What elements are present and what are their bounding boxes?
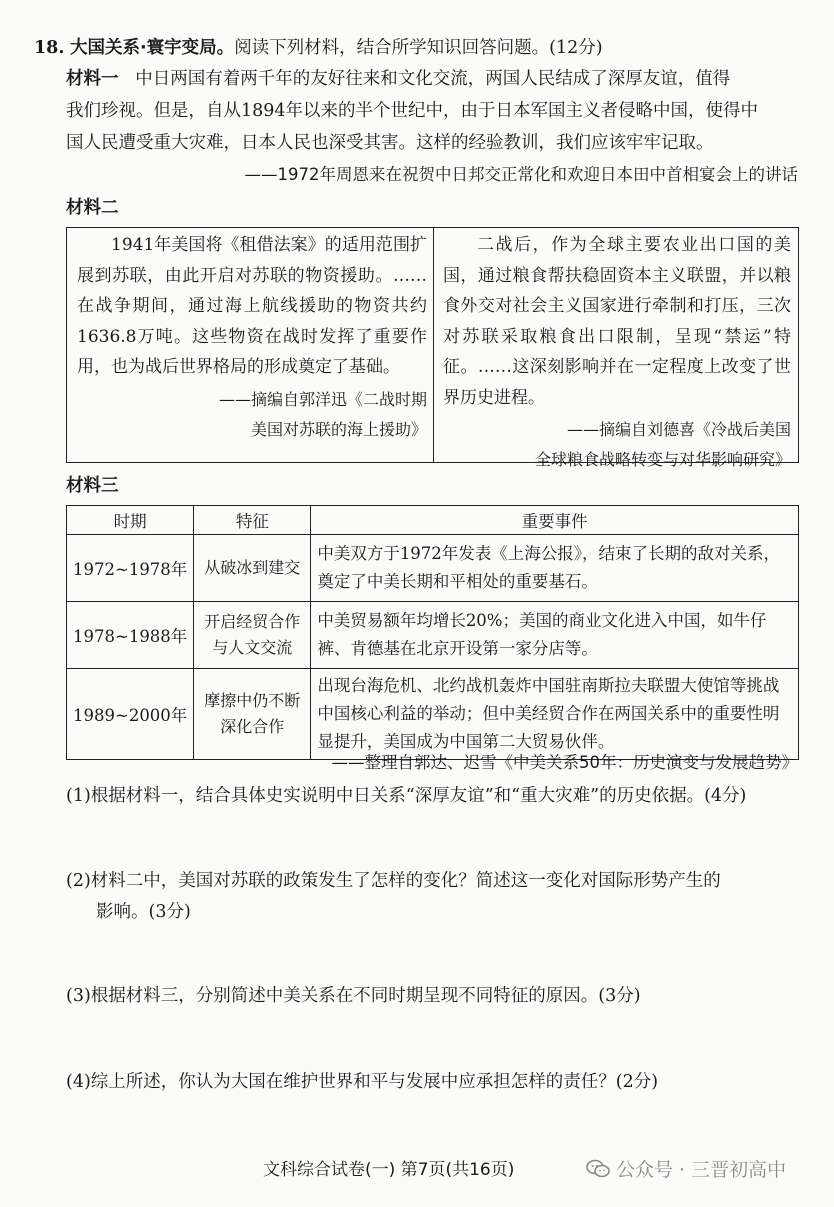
material1-line2: 我们珍视。但是，自从1894年以来的半个世纪中，由于日本军国主义者侵略中国，使得中 <box>66 101 759 121</box>
material3-source: ——整理自郭达、迟雪《中美关系50年：历史演变与发展趋势》 <box>331 753 798 772</box>
material3-table <box>66 505 799 760</box>
row-feature: 从破冰到建交 <box>194 535 311 602</box>
table-row <box>67 535 799 602</box>
material2-right-source-1: ——摘编自刘德喜《冷战后美国 <box>566 420 791 439</box>
row-events: 出现台海危机、北约战机轰炸中国驻南斯拉夫联盟大使馆等挑战中国核心利益的举动；但中美经贸合作在两国关系中的重要性明显提升，美国成为中国第二大贸易伙伴。 <box>311 669 799 760</box>
material2-label: 材料二 <box>66 198 119 218</box>
material1-source: ——1972年周恩来在祝贺中日邦交正常化和欢迎日本田中首相宴会上的讲话 <box>244 165 798 184</box>
subquestion-2-line2: 影响。(3分) <box>96 902 191 922</box>
subquestion-2-line1: (2)材料二中，美国对苏联的政策发生了怎样的变化？简述这一变化对国际形势产生的 <box>66 871 721 891</box>
subquestion-1: (1)根据材料一，结合具体史实说明中日关系“深厚友谊”和“重大灾难”的历史依据。(4分) <box>66 786 747 806</box>
row-events: 中美贸易额年均增长20%；美国的商业文化进入中国，如牛仔裤、肯德基在北京开设第一家分店等。 <box>311 602 799 669</box>
material1-line1: 材料一 中日两国有着两千年的友好往来和文化交流，两国人民结成了深厚友谊，值得 <box>66 69 731 89</box>
material3-label: 材料三 <box>66 476 119 496</box>
material2-right-text: 二战后，作为全球主要农业出口国的美国，通过粮食帮扶稳固资本主义联盟，并以粮食外交对社会主义国家进行牵制和打压，三次对苏联采取粮食出口限制，呈现“禁运”特征。……这深刻影响并在一定程度上改变了世界历史进程。 <box>443 235 791 408</box>
question-instruction: 阅读下列材料，结合所学知识回答问题。(12分) <box>234 38 603 58</box>
subquestion-3: (3)根据材料三，分别简述中美关系在不同时期呈现不同特征的原因。(3分) <box>66 986 641 1006</box>
header-events: 重要事件 <box>311 506 799 535</box>
material2-left-cell <box>77 230 427 445</box>
row-period: 1989~2000年 <box>67 669 194 760</box>
table-row <box>67 669 799 760</box>
material2-left-text: 1941年美国将《租借法案》的适用范围扩展到苏联，由此开启对苏联的物资援助。……在战争期间，通过海上航线援助的物资共约1636.8万吨。这些物资在战时发挥了重要作用，也为战后世界格局的形成奠定了基础。 <box>77 235 427 377</box>
material2-left-source-2: 美国对苏联的海上援助》 <box>250 419 427 439</box>
material2-left-source-1: ——摘编自郭洋迅《二战时期 <box>218 389 427 409</box>
row-events: 中美双方于1972年发表《上海公报》，结束了长期的敌对关系，奠定了中美长期和平相处的重要基石。 <box>311 535 799 602</box>
wechat-icon <box>586 1158 610 1180</box>
subquestion-4: (4)综上所述，你认为大国在维护世界和平与发展中应承担怎样的责任？(2分) <box>66 1072 659 1092</box>
table-row <box>67 602 799 669</box>
table-header-row <box>67 506 799 535</box>
row-period: 1978~1988年 <box>67 602 194 669</box>
row-feature: 开启经贸合作与人文交流 <box>194 602 311 669</box>
page-footer: 文科综合试卷(一) 第7页(共16页) <box>263 1160 515 1180</box>
material2-right-cell <box>443 230 791 475</box>
material2-divider <box>433 228 434 462</box>
material2-right-source-2: 全球粮食战略转变与对华影响研究》 <box>534 450 791 469</box>
row-period: 1972~1978年 <box>67 535 194 602</box>
material2-box <box>66 227 799 469</box>
question-title <box>34 33 603 63</box>
row-feature: 摩擦中仍不断深化合作 <box>194 669 311 760</box>
question-heading: 大国关系·寰宇变局。 <box>70 38 235 58</box>
material1-line3: 国人民遭受重大灾难，日本人民也深受其害。这样的经验教训，我们应该牢牢记取。 <box>66 133 714 153</box>
material1-label: 材料一 <box>66 69 119 89</box>
question-number: 18. <box>34 38 65 58</box>
watermark <box>586 1155 786 1182</box>
header-feature: 特征 <box>194 506 311 535</box>
header-period: 时期 <box>67 506 194 535</box>
watermark-text: 公众号 · 三晋初高中 <box>616 1159 787 1181</box>
